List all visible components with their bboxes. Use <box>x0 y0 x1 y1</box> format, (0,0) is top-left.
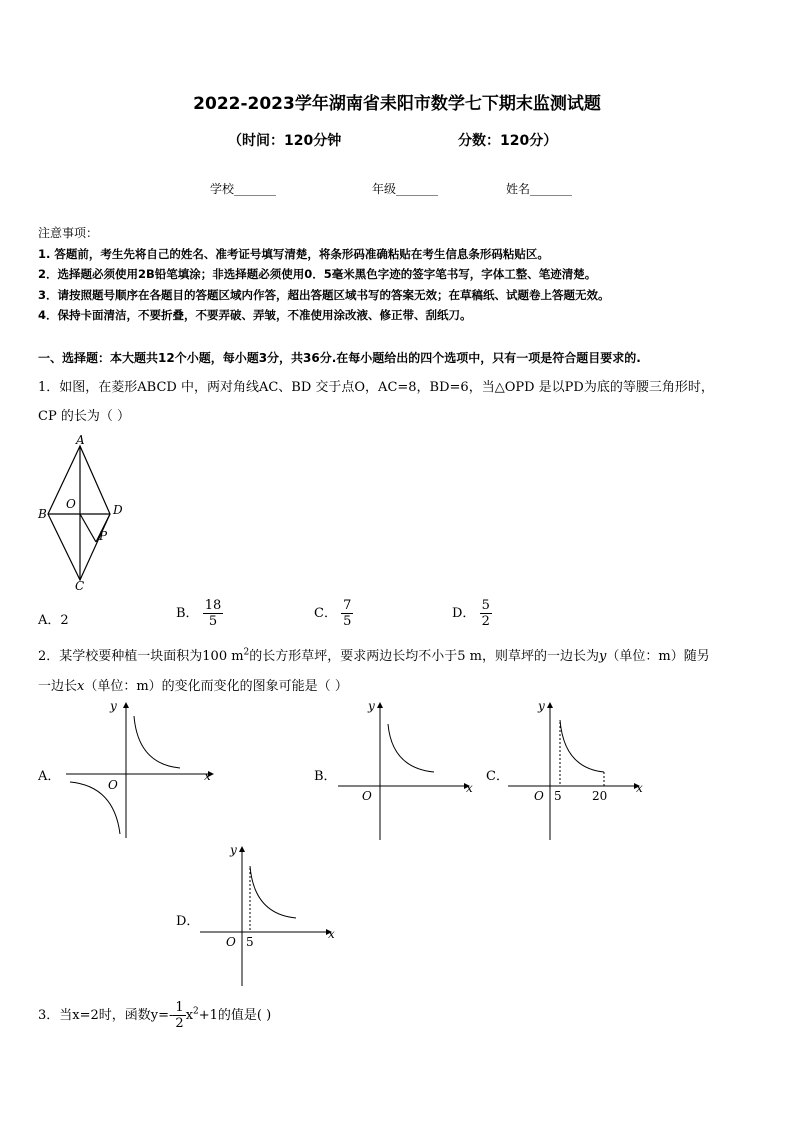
note-item-1: 1. 答题前，考生先将自己的姓名、准考证号填写清楚，将条形码准确粘贴在考生信息条形码粘贴区。 <box>38 247 549 261</box>
note-item-2: 2．选择题必须使用2B铅笔填涂；非选择题必须使用0．5毫米黑色字迹的签字笔书写，字体工整、笔迹清楚。 <box>38 267 597 281</box>
q2-option-a-label: A． <box>38 769 61 784</box>
rhombus-figure <box>30 432 130 592</box>
school-field: 学校_______ <box>210 182 277 196</box>
q2-graph-c <box>504 694 654 844</box>
note-item-3: 3．请按照题号顺序在各题目的答题区域内作答，超出答题区域书写的答案无效；在草稿纸、试题卷上答题无效。 <box>38 288 610 302</box>
q2-text-line1: 2．某学校要种植一块面积为100 $m^2$的长方形草坪，要求两边长均不小于5 m，则草坪的一边长为y（单位：m）随另 <box>38 647 710 664</box>
q2-option-c-label: C． <box>486 769 509 784</box>
q2-option-d-label: D． <box>176 914 200 929</box>
origin-label: O <box>108 778 118 792</box>
axis-label-x: x <box>466 781 473 795</box>
q1-text-line1: 1．如图，在菱形ABCD 中，两对角线AC、BD 交于点O，AC=8，BD=6，当△OPD 是以PD为底的等腰三角形时， <box>38 380 714 395</box>
axis-label-y: y <box>538 699 545 713</box>
vertex-label-d: D <box>113 503 123 517</box>
axis-label-y: y <box>230 843 237 857</box>
vertex-label-p: P <box>99 529 108 543</box>
note-item-4: 4．保持卡面清洁，不要折叠，不要弄破、弄皱，不准使用涂改液、修正带、刮纸刀。 <box>38 308 472 322</box>
tick-label-20: 20 <box>592 789 608 803</box>
tick-label-5: 5 <box>554 789 562 803</box>
axis-label-y: y <box>368 699 375 713</box>
q1-text-line2: CP 的长为（ ） <box>38 409 130 424</box>
section-heading: 一、选择题：本大题共12个小题，每小题3分，共36分.在每小题给出的四个选项中，只有一项是符合题目要求的. <box>38 351 641 365</box>
axis-label-y: y <box>110 699 117 713</box>
origin-label: O <box>362 789 372 803</box>
notes-heading: 注意事项： <box>38 226 99 240</box>
origin-label: O <box>534 789 544 803</box>
vertex-label-o: O <box>66 497 76 511</box>
q3-text: 3．当x=2时，函数y=- $\frac{1}{2}$ $x^2+1$的值是( ) <box>38 1000 272 1031</box>
axis-label-x: x <box>204 769 211 783</box>
origin-label: O <box>226 935 236 949</box>
exam-score: 分数：120分） <box>458 133 558 149</box>
vertex-label-c: C <box>75 579 85 592</box>
q1-option-a: A．2 <box>38 613 69 628</box>
exam-time: （时间：120分钟 <box>228 133 342 149</box>
grade-field: 年级_______ <box>372 182 439 196</box>
page-title: 2022-2023学年湖南省耒阳市数学七下期末监测试题 <box>193 94 601 114</box>
q2-graph-d <box>196 838 346 990</box>
axis-label-x: x <box>328 927 335 941</box>
tick-label-5: 5 <box>246 935 254 949</box>
q2-option-b-label: B． <box>314 769 337 784</box>
q1-option-d: D． $\frac{5}{2}$ <box>452 598 490 629</box>
axis-label-x: x <box>636 781 643 795</box>
q2-graph-b <box>334 694 484 844</box>
vertex-label-b: B <box>38 507 47 521</box>
vertex-label-a: A <box>76 433 85 447</box>
name-field: 姓名_______ <box>506 182 573 196</box>
q1-option-c: C． $\frac{7}{5}$ <box>314 598 352 629</box>
q1-option-b: B． $\frac{18}{5}$ <box>176 598 222 629</box>
q2-graph-a <box>58 694 218 844</box>
q2-text-line2: 一边长x（单位：m）的变化而变化的图象可能是（ ） <box>38 679 348 694</box>
